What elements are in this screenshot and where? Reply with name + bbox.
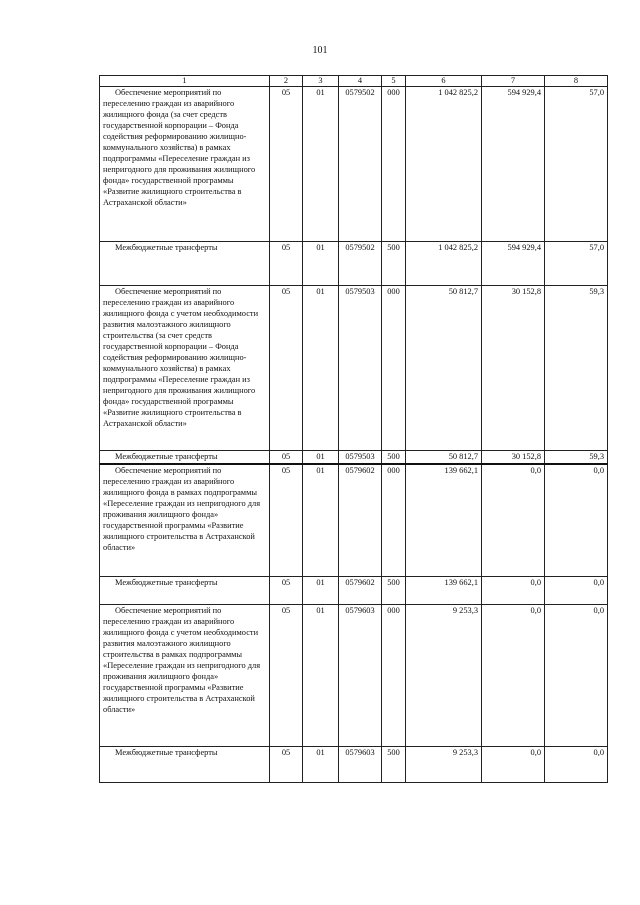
row-expense-type: 000 — [382, 464, 406, 577]
row-actual-amount: 594 929,4 — [482, 242, 545, 286]
row-name: Обеспечение мероприятий по переселению граждан из аварийного жилищного фонда (за счет средств государственной корпорации – Фонда содействия реформированию жилищно-коммунального хозяйства) в рамках подпрограммы «Переселение граждан из непригодного для проживания жилищного фонда» государственной программы «Развитие жилищного строительства в Астраханской области» — [100, 87, 270, 242]
row-plan-amount: 50 812,7 — [406, 286, 482, 451]
row-target-code: 0579602 — [339, 464, 382, 577]
row-expense-type: 500 — [382, 577, 406, 605]
table-row — [100, 451, 608, 464]
column-header: 8 — [545, 76, 608, 87]
column-header: 1 — [100, 76, 270, 87]
row-subsection: 01 — [303, 286, 339, 451]
row-percent: 59,3 — [545, 451, 608, 464]
column-header: 3 — [303, 76, 339, 87]
row-section: 05 — [270, 87, 303, 242]
row-plan-amount: 9 253,3 — [406, 747, 482, 783]
column-header: 4 — [339, 76, 382, 87]
row-name: Межбюджетные трансферты — [100, 451, 270, 464]
row-section: 05 — [270, 451, 303, 464]
row-plan-amount: 50 812,7 — [406, 451, 482, 464]
table-row — [100, 87, 608, 242]
row-expense-type: 000 — [382, 605, 406, 747]
budget-table — [99, 75, 608, 783]
row-actual-amount: 30 152,8 — [482, 286, 545, 451]
row-target-code: 0579503 — [339, 451, 382, 464]
row-plan-amount: 1 042 825,2 — [406, 242, 482, 286]
row-percent: 0,0 — [545, 577, 608, 605]
column-header: 7 — [482, 76, 545, 87]
row-expense-type: 500 — [382, 451, 406, 464]
row-actual-amount: 0,0 — [482, 605, 545, 747]
row-plan-amount: 139 662,1 — [406, 464, 482, 577]
row-actual-amount: 0,0 — [482, 747, 545, 783]
row-expense-type: 500 — [382, 242, 406, 286]
row-actual-amount: 594 929,4 — [482, 87, 545, 242]
row-subsection: 01 — [303, 464, 339, 577]
row-plan-amount: 139 662,1 — [406, 577, 482, 605]
row-section: 05 — [270, 577, 303, 605]
row-target-code: 0579503 — [339, 286, 382, 451]
row-name: Обеспечение мероприятий по переселению граждан из аварийного жилищного фонда с учетом необходимости развития малоэтажного жилищного строительства в рамках подпрограммы «Переселение граждан из непригодного для проживания жилищного фонда» государственной программы «Развитие жилищного строительства в Астраханской области» — [100, 605, 270, 747]
row-subsection: 01 — [303, 451, 339, 464]
row-actual-amount: 30 152,8 — [482, 451, 545, 464]
table-header-row — [100, 76, 608, 87]
row-target-code: 0579603 — [339, 747, 382, 783]
row-subsection: 01 — [303, 605, 339, 747]
row-plan-amount: 9 253,3 — [406, 605, 482, 747]
row-percent: 59,3 — [545, 286, 608, 451]
row-percent: 0,0 — [545, 464, 608, 577]
row-expense-type: 000 — [382, 286, 406, 451]
row-section: 05 — [270, 605, 303, 747]
page-number: 101 — [312, 45, 328, 56]
row-subsection: 01 — [303, 87, 339, 242]
row-expense-type: 500 — [382, 747, 406, 783]
table-row — [100, 605, 608, 747]
table-row — [100, 464, 608, 577]
column-header: 2 — [270, 76, 303, 87]
row-name: Межбюджетные трансферты — [100, 747, 270, 783]
row-name: Межбюджетные трансферты — [100, 242, 270, 286]
table-row — [100, 286, 608, 451]
row-actual-amount: 0,0 — [482, 577, 545, 605]
row-section: 05 — [270, 747, 303, 783]
row-section: 05 — [270, 286, 303, 451]
row-subsection: 01 — [303, 242, 339, 286]
row-subsection: 01 — [303, 577, 339, 605]
row-target-code: 0579502 — [339, 87, 382, 242]
row-percent: 57,0 — [545, 242, 608, 286]
row-plan-amount: 1 042 825,2 — [406, 87, 482, 242]
column-header: 6 — [406, 76, 482, 87]
row-name: Обеспечение мероприятий по переселению граждан из аварийного жилищного фонда в рамках подпрограммы «Переселение граждан из непригодного для проживания жилищного фонда» государственной программы «Развитие жилищного строительства в Астраханской области» — [100, 464, 270, 577]
row-section: 05 — [270, 242, 303, 286]
row-percent: 57,0 — [545, 87, 608, 242]
row-actual-amount: 0,0 — [482, 464, 545, 577]
row-target-code: 0579603 — [339, 605, 382, 747]
table-row — [100, 577, 608, 605]
row-expense-type: 000 — [382, 87, 406, 242]
row-name: Межбюджетные трансферты — [100, 577, 270, 605]
row-target-code: 0579602 — [339, 577, 382, 605]
column-header: 5 — [382, 76, 406, 87]
row-section: 05 — [270, 464, 303, 577]
table-row — [100, 747, 608, 783]
row-target-code: 0579502 — [339, 242, 382, 286]
row-name: Обеспечение мероприятий по переселению граждан из аварийного жилищного фонда с учетом необходимости развития малоэтажного жилищного строительства (за счет средств государственной корпорации – Фонда содействия реформированию жилищно-коммунального хозяйства) в рамках подпрограммы «Переселение граждан из непригодного для проживания жилищного фонда» государственной программы «Развитие жилищного строительства в Астраханской области» — [100, 286, 270, 451]
row-percent: 0,0 — [545, 605, 608, 747]
row-percent: 0,0 — [545, 747, 608, 783]
row-subsection: 01 — [303, 747, 339, 783]
table-row — [100, 242, 608, 286]
